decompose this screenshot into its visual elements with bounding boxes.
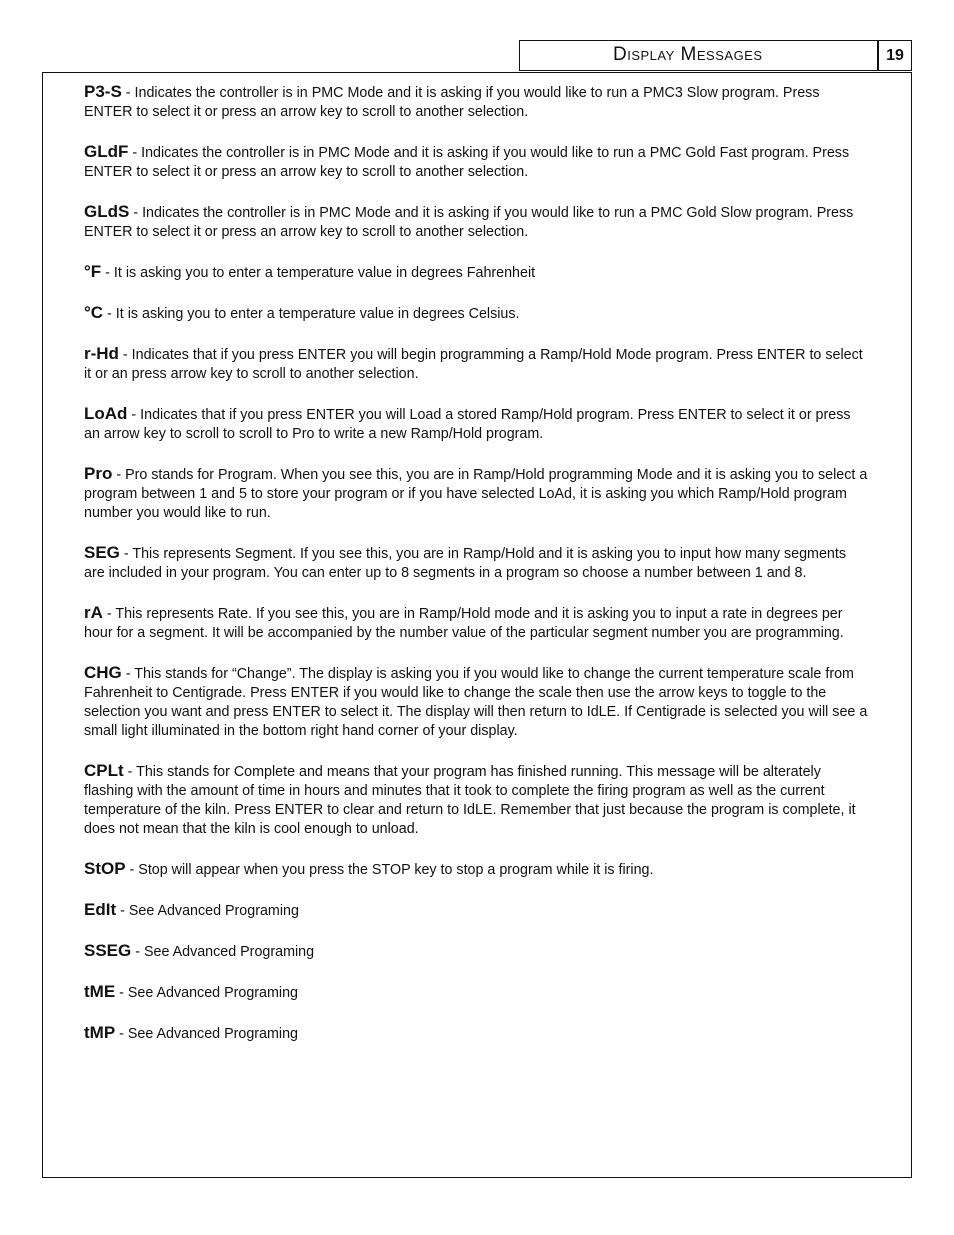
message-entry xyxy=(84,900,870,921)
message-entry xyxy=(84,543,870,583)
message-code: LoAd xyxy=(84,404,128,423)
separator: - xyxy=(128,145,142,161)
message-description: This represents Rate. If you see this, you are in Ramp/Hold mode and it is asking you to input a rate in degrees per hour for a segment. It will be accompanied by the number value of the particular segment number you are programming. xyxy=(84,606,844,641)
message-code: rA xyxy=(84,603,103,622)
separator: - xyxy=(103,306,116,322)
separator: - xyxy=(129,205,143,221)
message-code: °C xyxy=(84,303,104,322)
message-code: SSEG xyxy=(84,941,132,960)
message-entry xyxy=(84,344,870,384)
message-list xyxy=(84,82,870,1064)
separator: - xyxy=(121,85,135,101)
separator: - xyxy=(127,407,141,423)
message-code: P3-S xyxy=(84,82,122,101)
message-entry xyxy=(84,982,870,1003)
message-entry xyxy=(84,941,870,962)
message-code: Pro xyxy=(84,464,113,483)
message-description: It is asking you to enter a temperature value in degrees Celsius. xyxy=(115,306,520,322)
separator: - xyxy=(102,606,116,622)
separator: - xyxy=(112,467,126,483)
message-code: °F xyxy=(84,262,102,281)
message-entry xyxy=(84,82,870,122)
message-description: See Advanced Programing xyxy=(127,1026,298,1042)
message-code: GLdS xyxy=(84,202,130,221)
message-description: Pro stands for Program. When you see this, you are in Ramp/Hold programming Mode and it is asking you to select a program between 1 and 5 to store your program or if you have selected LoAd, it is asking you which Ramp/Hold program number you would like to run. xyxy=(84,467,868,521)
message-entry xyxy=(84,303,870,324)
message-description: See Advanced Programing xyxy=(127,985,298,1001)
message-entry xyxy=(84,142,870,182)
message-code: StOP xyxy=(84,859,126,878)
message-description: This stands for “Change”. The display is asking you if you would like to change the current temperature scale from Fahrenheit to Centigrade. Press ENTER if you would like to change the scale then use the arrow keys to toggle to the selection you want and press ENTER to select it. The display will then return to IdLE. If Centigrade is selected you will see a small light illuminated in the bottom right hand corner of your display. xyxy=(84,666,868,739)
message-entry xyxy=(84,859,870,880)
message-description: This represents Segment. If you see this, you are in Ramp/Hold and it is asking you to input how many segments are included in your program. You can enter up to 8 segments in a program so choose a number between 1 and 8. xyxy=(84,546,846,581)
message-entry xyxy=(84,404,870,444)
message-code: SEG xyxy=(84,543,120,562)
separator: - xyxy=(118,347,132,363)
message-code: CPLt xyxy=(84,761,124,780)
message-description: It is asking you to enter a temperature value in degrees Fahrenheit xyxy=(113,265,536,281)
separator: - xyxy=(115,1026,128,1042)
separator: - xyxy=(119,546,133,562)
message-description: Stop will appear when you press the STOP key to stop a program while it is firing. xyxy=(138,862,654,878)
message-entry xyxy=(84,202,870,242)
separator: - xyxy=(101,265,114,281)
message-entry xyxy=(84,464,870,523)
page-title: Display Messages xyxy=(613,44,763,65)
separator: - xyxy=(116,903,129,919)
message-description: Indicates that if you press ENTER you will Load a stored Ramp/Hold program. Press ENTER to select it or press an arrow key to scroll to scroll to Pro to write a new Ramp/Hold program. xyxy=(84,407,851,442)
message-description: Indicates the controller is in PMC Mode and it is asking if you would like to run a PMC Gold Fast program. Press ENTER to select it or press an arrow key to scroll to another selection. xyxy=(84,145,850,180)
message-code: r-Hd xyxy=(84,344,119,363)
separator: - xyxy=(115,985,128,1001)
separator: - xyxy=(125,862,139,878)
message-code: EdIt xyxy=(84,900,117,919)
message-description: See Advanced Programing xyxy=(143,944,315,960)
page-number: 19 xyxy=(878,40,912,71)
message-entry xyxy=(84,1023,870,1044)
separator: - xyxy=(123,764,137,780)
message-entry xyxy=(84,262,870,283)
message-code: tME xyxy=(84,982,116,1001)
message-entry xyxy=(84,603,870,643)
message-description: Indicates the controller is in PMC Mode and it is asking if you would like to run a PMC3 Slow program. Press ENTER to select it or press an arrow key to scroll to another selection. xyxy=(84,85,820,120)
message-entry xyxy=(84,663,870,741)
message-description: This stands for Complete and means that your program has finished running. This message will be alterately flashing with the amount of time in hours and minutes that it took to complete the firing program as well as the current temperature of the kiln. Press ENTER to clear and return to IdLE. Remember that just because the program is complete, it does not mean that the kiln is cool enough to unload. xyxy=(84,764,856,837)
message-code: CHG xyxy=(84,663,122,682)
separator: - xyxy=(121,666,135,682)
message-code: GLdF xyxy=(84,142,129,161)
message-description: Indicates that if you press ENTER you will begin programming a Ramp/Hold Mode program. Press ENTER to select it or an press arrow key to scroll to another selection. xyxy=(84,347,863,382)
message-description: See Advanced Programing xyxy=(128,903,299,919)
message-entry xyxy=(84,761,870,839)
message-code: tMP xyxy=(84,1023,116,1042)
separator: - xyxy=(131,944,144,960)
message-description: Indicates the controller is in PMC Mode and it is asking if you would like to run a PMC Gold Slow program. Press ENTER to select it or press an arrow key to scroll to another selection. xyxy=(84,205,854,240)
